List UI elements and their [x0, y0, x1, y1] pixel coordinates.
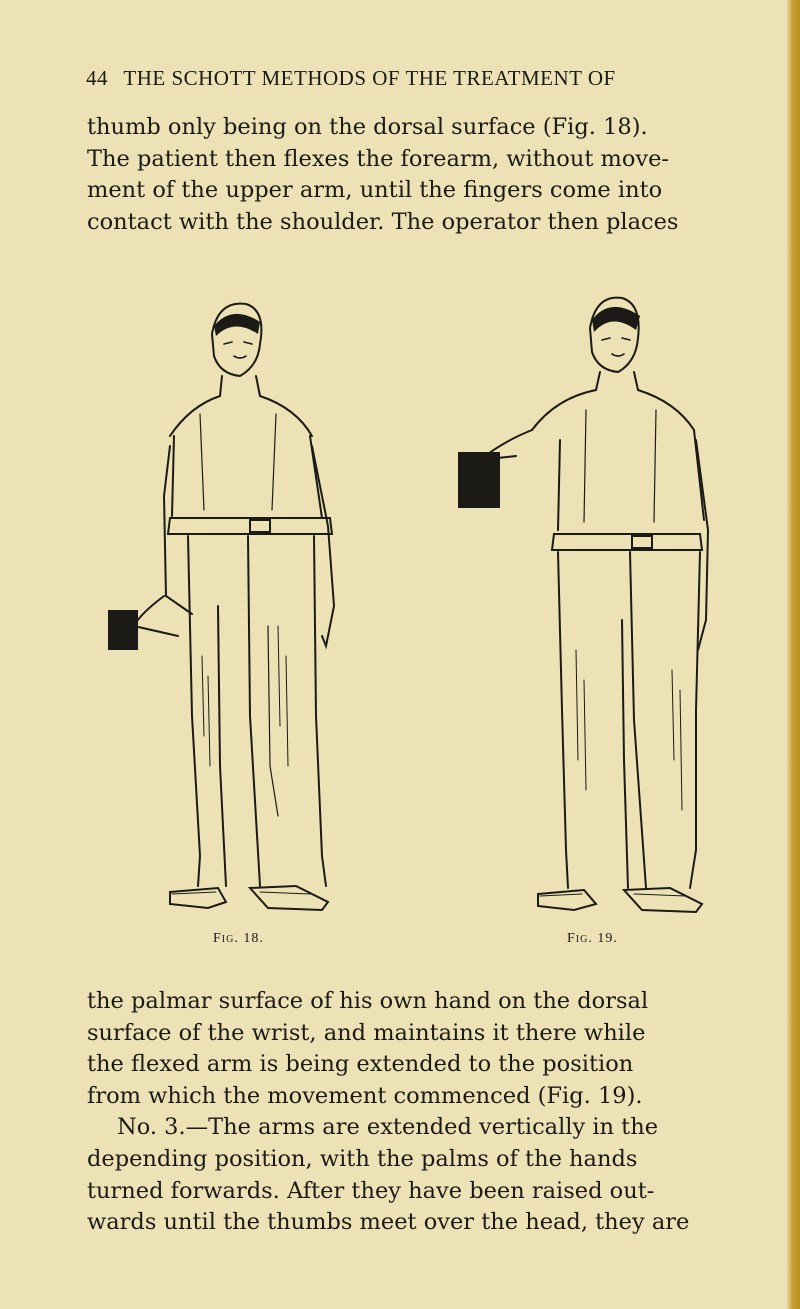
text-line: depending position, with the palms of the hands: [87, 1145, 638, 1172]
figure-19-caption: Fig. 19.: [567, 931, 618, 946]
figure-19-illustration: [450, 290, 720, 926]
text-line: from which the movement commenced (Fig. 19).: [87, 1082, 643, 1109]
text-line: The patient then flexes the forearm, without move-: [87, 145, 670, 172]
text-line: No. 3.—The arms are extended vertically in the: [117, 1114, 659, 1141]
page-number: 44: [86, 66, 108, 90]
figure-18-illustration: [100, 296, 360, 926]
paragraph-bottom: [87, 986, 711, 1239]
page-edge: [786, 0, 800, 1309]
text-line: wards until the thumbs meet over the head, they are: [87, 1209, 690, 1236]
text-line: ment of the upper arm, until the fingers come into: [87, 177, 663, 204]
text-line: the palmar surface of his own hand on the dorsal: [87, 988, 649, 1014]
text-line: the flexed arm is being extended to the position: [87, 1051, 634, 1078]
running-header: [86, 66, 616, 91]
text-line: turned forwards. After they have been raised out-: [87, 1177, 655, 1204]
text-line: thumb only being on the dorsal surface (Fig. 18).: [87, 114, 648, 140]
running-title: THE SCHOTT METHODS OF THE TREATMENT OF: [123, 66, 616, 90]
paragraph-top: [87, 112, 711, 238]
text-line: contact with the shoulder. The operator then places: [87, 208, 679, 235]
figure-18-caption: Fig. 18.: [213, 931, 264, 946]
text-line: surface of the wrist, and maintains it there while: [87, 1019, 646, 1046]
